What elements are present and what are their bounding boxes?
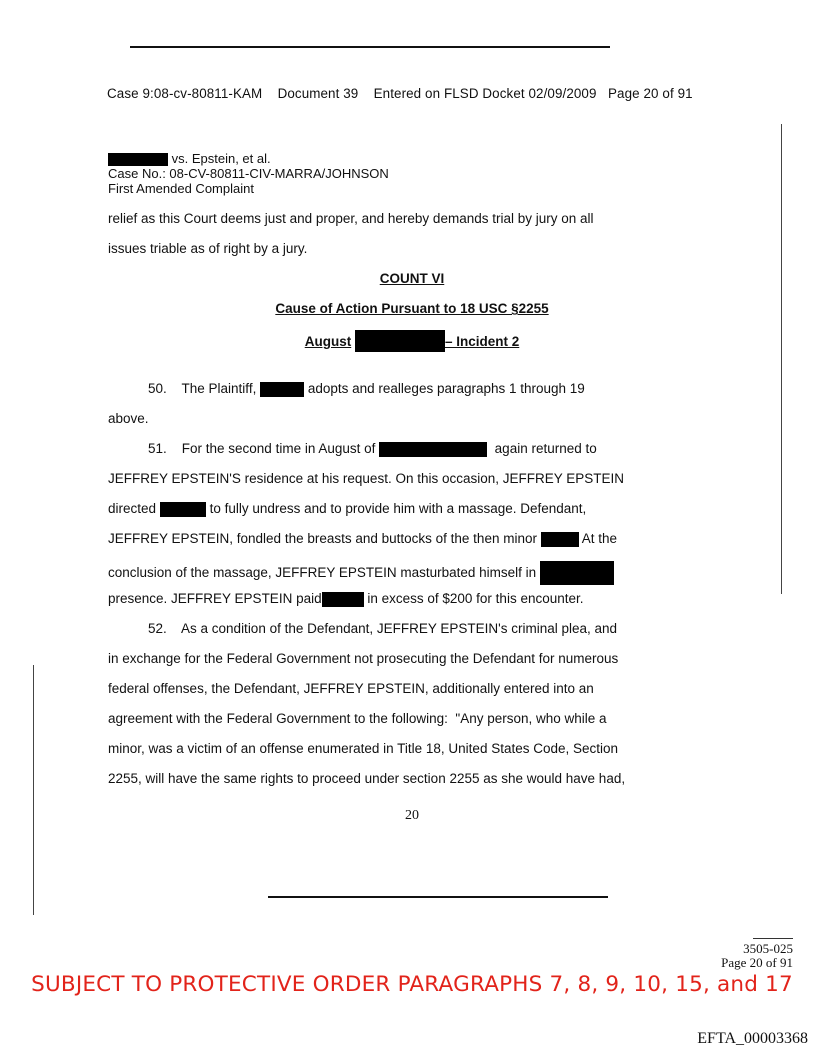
paragraph-52-line-5: minor, was a victim of an offense enumerated in Title 18, United States Code, Section [108,741,619,756]
paragraph-51-line-4: JEFFREY EPSTEIN, fondled the breasts and buttocks of the then minor At the [108,531,618,546]
header-case: Case 9:08-cv-80811-KAM [107,86,263,101]
intro-line-1: relief as this Court deems just and proper, and hereby demands trial by jury on all [108,211,594,226]
redaction-box [260,382,304,397]
efta-number: EFTA_00003368 [697,1030,808,1047]
paragraph-50-line-2: above. [108,411,149,426]
right-margin-line [781,124,782,594]
header-entered: Entered on FLSD Docket 02/09/2009 [373,86,597,101]
paragraph-51-line-3: directed to fully undress and to provide him with a massage. Defendant, [108,501,587,516]
header-document: Document 39 [277,86,359,101]
header-page: Page 20 of 91 [608,86,693,101]
footer-rule [753,938,793,939]
redaction-box [541,532,579,547]
redaction-box [379,442,487,457]
count-title: COUNT VI [379,271,445,286]
protective-order-notice: SUBJECT TO PROTECTIVE ORDER PARAGRAPHS 7, 8, 9, 10, 15, and 17 [31,972,793,997]
redaction-box [540,561,614,585]
docket-header [107,86,693,101]
intro-line-2: issues triable as of right by a jury. [108,241,308,256]
redaction-box [160,502,206,517]
paragraph-52-line-1: 52. As a condition of the Defendant, JEFFREY EPSTEIN's criminal plea, and [148,621,618,636]
bottom-rule [268,896,608,898]
bates-number: 3505-025 [743,941,793,956]
caption-document-title: First Amended Complaint [108,181,254,197]
paragraph-51-line-6: presence. JEFFREY EPSTEIN paid in excess of $200 for this encounter. [108,591,584,606]
paragraph-51-line-5: conclusion of the massage, JEFFREY EPSTEIN masturbated himself in [108,561,614,585]
paragraph-52-line-4: agreement with the Federal Government to the following: "Any person, who while a [108,711,607,726]
redaction-box [355,330,445,352]
caption-case-number: Case No.: 08-CV-80811-CIV-MARRA/JOHNSON [108,166,389,182]
cause-title: Cause of Action Pursuant to 18 USC §2255 [275,301,549,316]
paragraph-52-line-2: in exchange for the Federal Government not prosecuting the Defendant for numerous [108,651,619,666]
paragraph-51-line-2: JEFFREY EPSTEIN'S residence at his request. On this occasion, JEFFREY EPSTEIN [108,471,625,486]
redaction-box [322,592,364,607]
paragraph-52-line-6: 2255, will have the same rights to proceed under section 2255 as she would have had, [108,771,626,786]
left-margin-line [33,665,34,915]
page-number: 20 [405,808,419,823]
footer-page-of: Page 20 of 91 [721,955,793,970]
top-rule [130,46,610,48]
paragraph-51-line-1: 51. For the second time in August of again returned to [148,441,597,456]
paragraph-50-line-1: 50. The Plaintiff, adopts and realleges paragraphs 1 through 19 [148,381,585,396]
redaction-box [108,153,168,166]
caption-line-parties: vs. Epstein, et al. [108,151,389,166]
incident-title: August – Incident 2 [0,330,824,352]
case-caption [108,151,389,196]
paragraph-52-line-3: federal offenses, the Defendant, JEFFREY EPSTEIN, additionally entered into an [108,681,594,696]
